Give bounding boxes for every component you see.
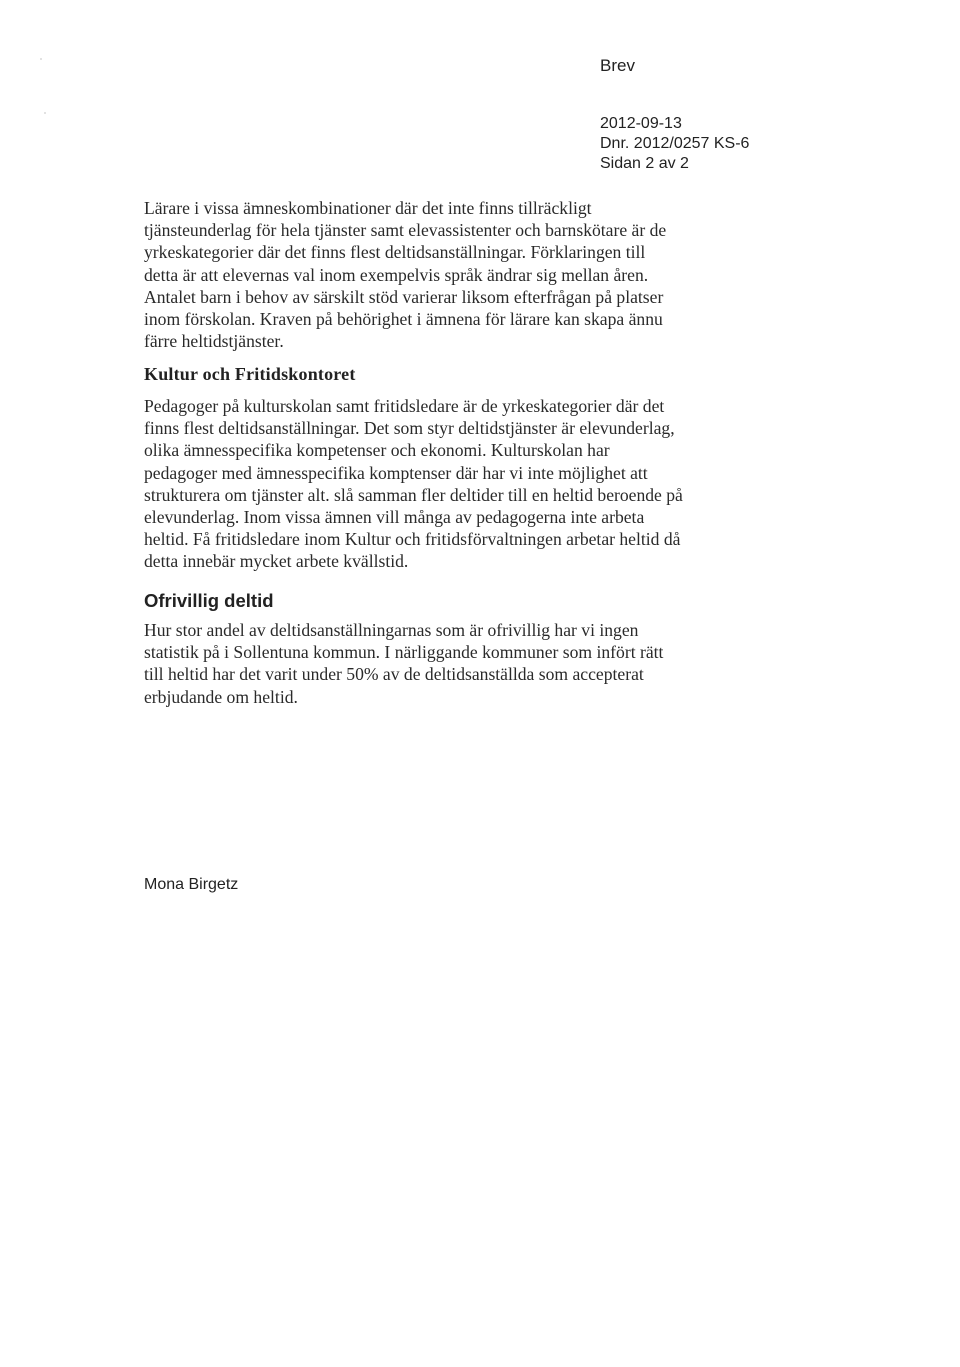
paragraph-line: yrkeskategorier där det finns flest deltidsanställningar. Förklaringen till — [144, 242, 646, 263]
paragraph-line: inom förskolan. Kraven på behörighet i ämnena för lärare kan skapa ännu — [144, 309, 663, 330]
document-reference-number: Dnr. 2012/0257 KS-6 — [600, 135, 750, 152]
paragraph-line: Pedagoger på kulturskolan samt fritidsledare är de yrkeskategorier där det — [144, 396, 665, 416]
kultur-paragraph — [144, 395, 764, 573]
paragraph-line: elevunderlag. Inom vissa ämnen vill många av pedagogerna inte arbeta — [144, 507, 645, 528]
paragraph-line: Hur stor andel av deltidsanställningarnas som är ofrivillig har vi ingen — [144, 620, 639, 640]
page-indicator: Sidan 2 av 2 — [600, 155, 689, 172]
paragraph-line: heltid. Få fritidsledare inom Kultur och fritidsförvaltningen arbetar heltid då — [144, 529, 681, 550]
scan-speck — [44, 112, 46, 114]
paragraph-line: olika ämnesspecifika kompetenser och ekonomi. Kulturskolan har — [144, 440, 610, 461]
section-heading-kultur: Kultur och Fritidskontoret — [144, 364, 356, 384]
paragraph-line: statistik på i Sollentuna kommun. I närliggande kommuner som infört rätt — [144, 642, 664, 663]
paragraph-line: detta innebär mycket arbete kvällstid. — [144, 551, 409, 572]
paragraph-line: strukturera om tjänster alt. slå samman fler deltider till en heltid beroende på — [144, 484, 683, 505]
section-heading-ofrivillig: Ofrivillig deltid — [144, 590, 274, 611]
paragraph-line: till heltid har det varit under 50% av de deltidsanställda som accepterat — [144, 664, 644, 685]
document-date: 2012-09-13 — [600, 115, 682, 132]
document-meta — [600, 114, 749, 174]
paragraph-line: tjänsteunderlag för hela tjänster samt elevassistenter och barnskötare är de — [144, 220, 667, 241]
ofrivillig-paragraph — [144, 619, 764, 708]
paragraph-line: Lärare i vissa ämneskombinationer där det inte finns tillräckligt — [144, 198, 592, 218]
paragraph-line: Antalet barn i behov av särskilt stöd varierar liksom efterfrågan på platser — [144, 286, 664, 307]
document-type: Brev — [600, 56, 635, 75]
paragraph-line: färre heltidstjänster. — [144, 331, 284, 352]
paragraph-line: detta är att elevernas val inom exempelvis språk ändrar sig mellan åren. — [144, 264, 649, 285]
paragraph-line: pedagoger med ämnesspecifika komptenser där har vi inte möjlighet att — [144, 462, 648, 483]
signature-name: Mona Birgetz — [144, 876, 239, 893]
paragraph-line: finns flest deltidsanställningar. Det som styr deltidstjänster är elevunderlag, — [144, 418, 675, 439]
intro-paragraph — [144, 197, 764, 352]
paragraph-line: erbjudande om heltid. — [144, 686, 298, 707]
scan-speck — [40, 58, 42, 60]
